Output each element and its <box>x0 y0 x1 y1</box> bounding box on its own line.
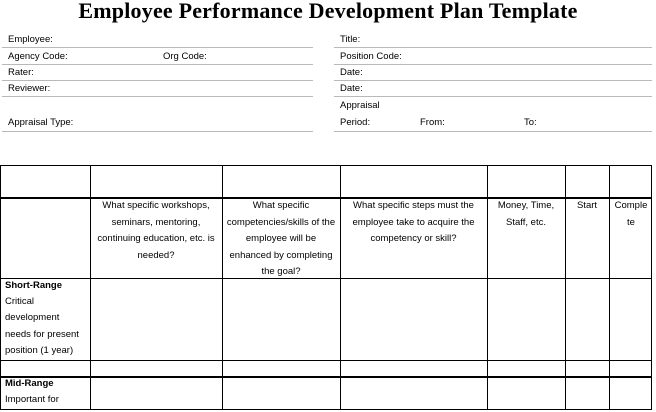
row-mid-range-description: Important for <box>5 394 59 406</box>
title-label: Title: <box>340 34 361 45</box>
column-header-training: What specific workshops, seminars, mentoring, continuing education, etc. is needed? <box>97 200 215 261</box>
reviewer-label: Reviewer: <box>8 83 51 94</box>
position-code-line <box>334 64 652 65</box>
rater-label: Rater: <box>8 67 34 78</box>
date-line-2 <box>334 96 652 97</box>
col-border-3 <box>340 165 341 410</box>
title-line <box>334 47 652 48</box>
short-range-bottom-border <box>0 360 651 361</box>
appraisal-type-label: Appraisal Type: <box>8 117 74 128</box>
date-label-1: Date: <box>340 67 363 78</box>
date-label-2: Date: <box>340 83 363 94</box>
column-header-complete: Comple te <box>614 200 648 228</box>
col-border-4 <box>487 165 488 410</box>
agency-code-line <box>2 64 313 65</box>
row-short-range-description: Critical development needs for present position (1 year) <box>5 296 79 356</box>
column-header-start: Start <box>576 200 598 211</box>
appraisal-label: Appraisal <box>340 100 380 111</box>
row-short-range-title: Short-Range <box>5 280 62 291</box>
reviewer-line <box>2 96 313 97</box>
col-border-6 <box>609 165 610 410</box>
column-header-resources: Money, Time, Staff, etc. <box>497 200 555 228</box>
period-line <box>334 131 652 132</box>
position-code-label: Position Code: <box>340 51 402 62</box>
table-top-border <box>0 165 651 166</box>
to-label: To: <box>524 117 537 128</box>
from-label: From: <box>420 117 445 128</box>
date-line-1 <box>334 80 652 81</box>
col-border-1 <box>90 165 91 410</box>
org-code-label: Org Code: <box>163 51 207 62</box>
document-title: Employee Performance Development Plan Template <box>78 0 578 23</box>
employee-label: Employee: <box>8 34 53 45</box>
column-header-steps: What specific steps must the employee take to acquire the competency or skill? <box>352 200 475 244</box>
col-border-7 <box>651 165 652 410</box>
row-short-range <box>5 278 87 359</box>
col-border-0 <box>0 165 1 410</box>
col-border-5 <box>565 165 566 410</box>
row-mid-range <box>5 376 87 408</box>
rater-line <box>2 80 313 81</box>
mid-range-top-border <box>0 376 651 378</box>
table-bottom-border <box>0 409 651 410</box>
employee-line <box>2 47 313 48</box>
col-border-2 <box>222 165 223 410</box>
row-mid-range-title: Mid-Range <box>5 378 54 389</box>
column-header-competencies: What specific competencies/skills of the employee will be enhanced by completing the goal? <box>226 200 336 277</box>
appraisal-type-line <box>2 131 313 132</box>
period-label: Period: <box>340 117 371 128</box>
agency-code-label: Agency Code: <box>8 51 68 62</box>
